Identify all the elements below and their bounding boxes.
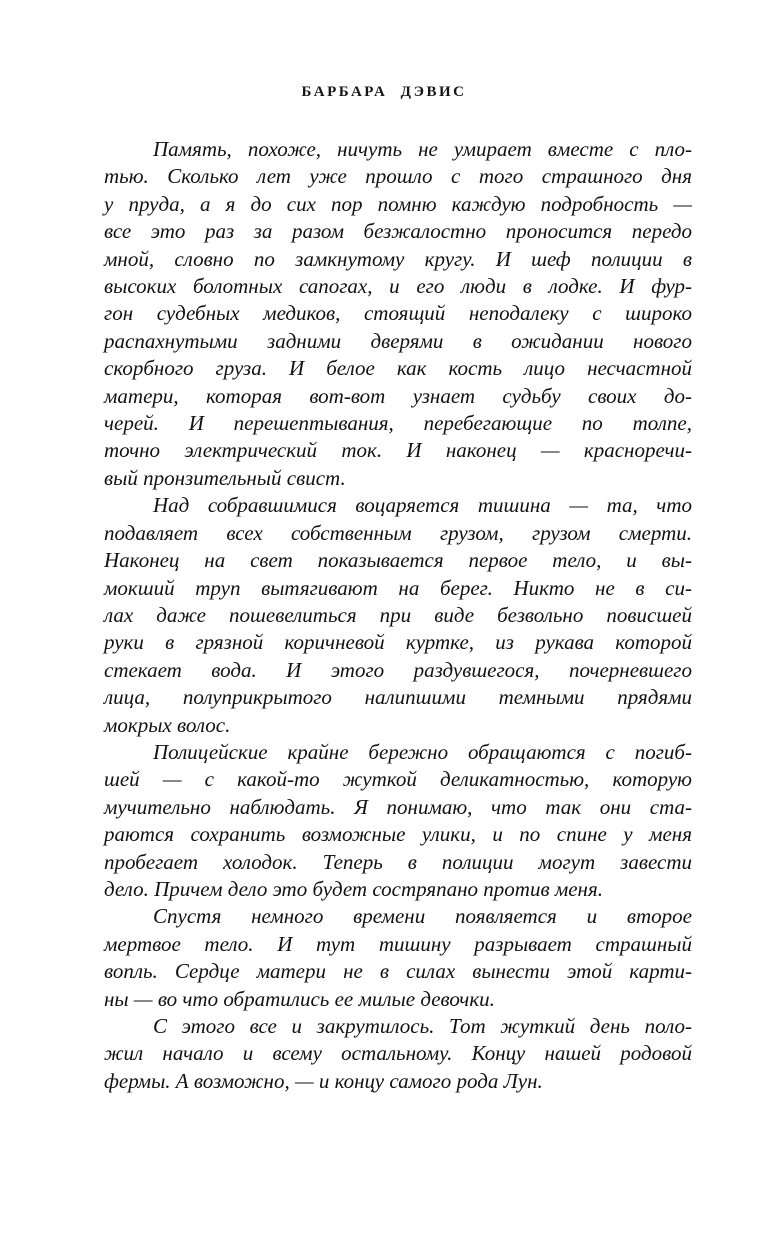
body-text — [104, 136, 692, 1095]
text-line: черей. И перешептывания, перебегающие по толпе, — [104, 411, 692, 436]
paragraph-1 — [104, 136, 692, 492]
text-line: шей — с какой-то жуткой деликатностью, которую — [104, 767, 692, 792]
text-line: подавляет всех собственным грузом, грузом смерти. — [104, 520, 692, 545]
paragraph-2 — [104, 492, 692, 739]
text-line: руки в грязной коричневой куртке, из рукава которой — [104, 630, 692, 655]
text-line: вопль. Сердце матери не в силах вынести этой карти- — [104, 959, 692, 984]
text-line: высоких болотных сапогах, и его люди в лодке. И фур- — [104, 274, 692, 299]
text-line: дело. Причем дело это будет состряпано против меня. — [104, 876, 603, 901]
text-line: пробегает холодок. Теперь в полиции могут завести — [104, 849, 692, 874]
text-line: распахнутыми задними дверями в ожидании нового — [104, 328, 692, 353]
text-line: все это раз за разом безжалостно проносится передо — [104, 219, 692, 244]
text-line: матери, которая вот-вот узнает судьбу своих до- — [104, 383, 692, 408]
text-line: мокрых волос. — [104, 712, 231, 737]
text-line: Наконец на свет показывается первое тело, и вы- — [104, 548, 692, 573]
running-header-author: БАРБАРА ДЭВИС — [301, 84, 467, 100]
text-line: Полицейские крайне бережно обращаются с погиб- — [153, 739, 692, 764]
text-line: мной, словно по замкнутому кругу. И шеф полиции в — [104, 246, 692, 271]
text-line: мокший труп вытягивают на берег. Никто не в си- — [104, 575, 692, 600]
text-line: вый пронзительный свист. — [104, 465, 346, 490]
text-line: раются сохранить возможные улики, и по спине у меня — [104, 822, 692, 847]
text-line: ны — во что обратились ее милые девочки. — [104, 986, 495, 1011]
text-line: скорбного груза. И белое как кость лицо несчастной — [104, 356, 692, 381]
text-line: фермы. А возможно, — и концу самого рода Лун. — [104, 1068, 543, 1093]
paragraph-3 — [104, 739, 692, 903]
paragraph-4 — [104, 903, 692, 1013]
text-line: Спустя немного времени появляется и второе — [153, 904, 692, 929]
text-line: гон судебных медиков, стоящий неподалеку с широко — [104, 301, 692, 326]
text-line: Над собравшимися воцаряется тишина — та, что — [153, 493, 692, 518]
text-line: жил начало и всему остальному. Концу нашей родовой — [104, 1041, 692, 1066]
text-line: Память, похоже, ничуть не умирает вместе с пло- — [153, 137, 692, 161]
text-line: мертвое тело. И тут тишину разрывает страшный — [104, 931, 692, 956]
text-line: тью. Сколько лет уже прошло с того страшного дня — [104, 164, 692, 189]
text-line: стекает вода. И этого раздувшегося, почерневшего — [104, 657, 692, 682]
paragraph-5 — [104, 1013, 692, 1095]
text-line: мучительно наблюдать. Я понимаю, что так они ста- — [104, 794, 692, 819]
text-line: лица, полуприкрытого налипшими темными прядями — [104, 685, 692, 710]
text-line: точно электрический ток. И наконец — красноречи- — [104, 438, 692, 463]
text-line: С этого все и закрутилось. Тот жуткий день поло- — [153, 1014, 692, 1038]
text-line: у пруда, а я до сих пор помню каждую подробность — — [104, 191, 692, 216]
text-line: лах даже пошевелиться при виде безвольно повисшей — [104, 602, 692, 627]
